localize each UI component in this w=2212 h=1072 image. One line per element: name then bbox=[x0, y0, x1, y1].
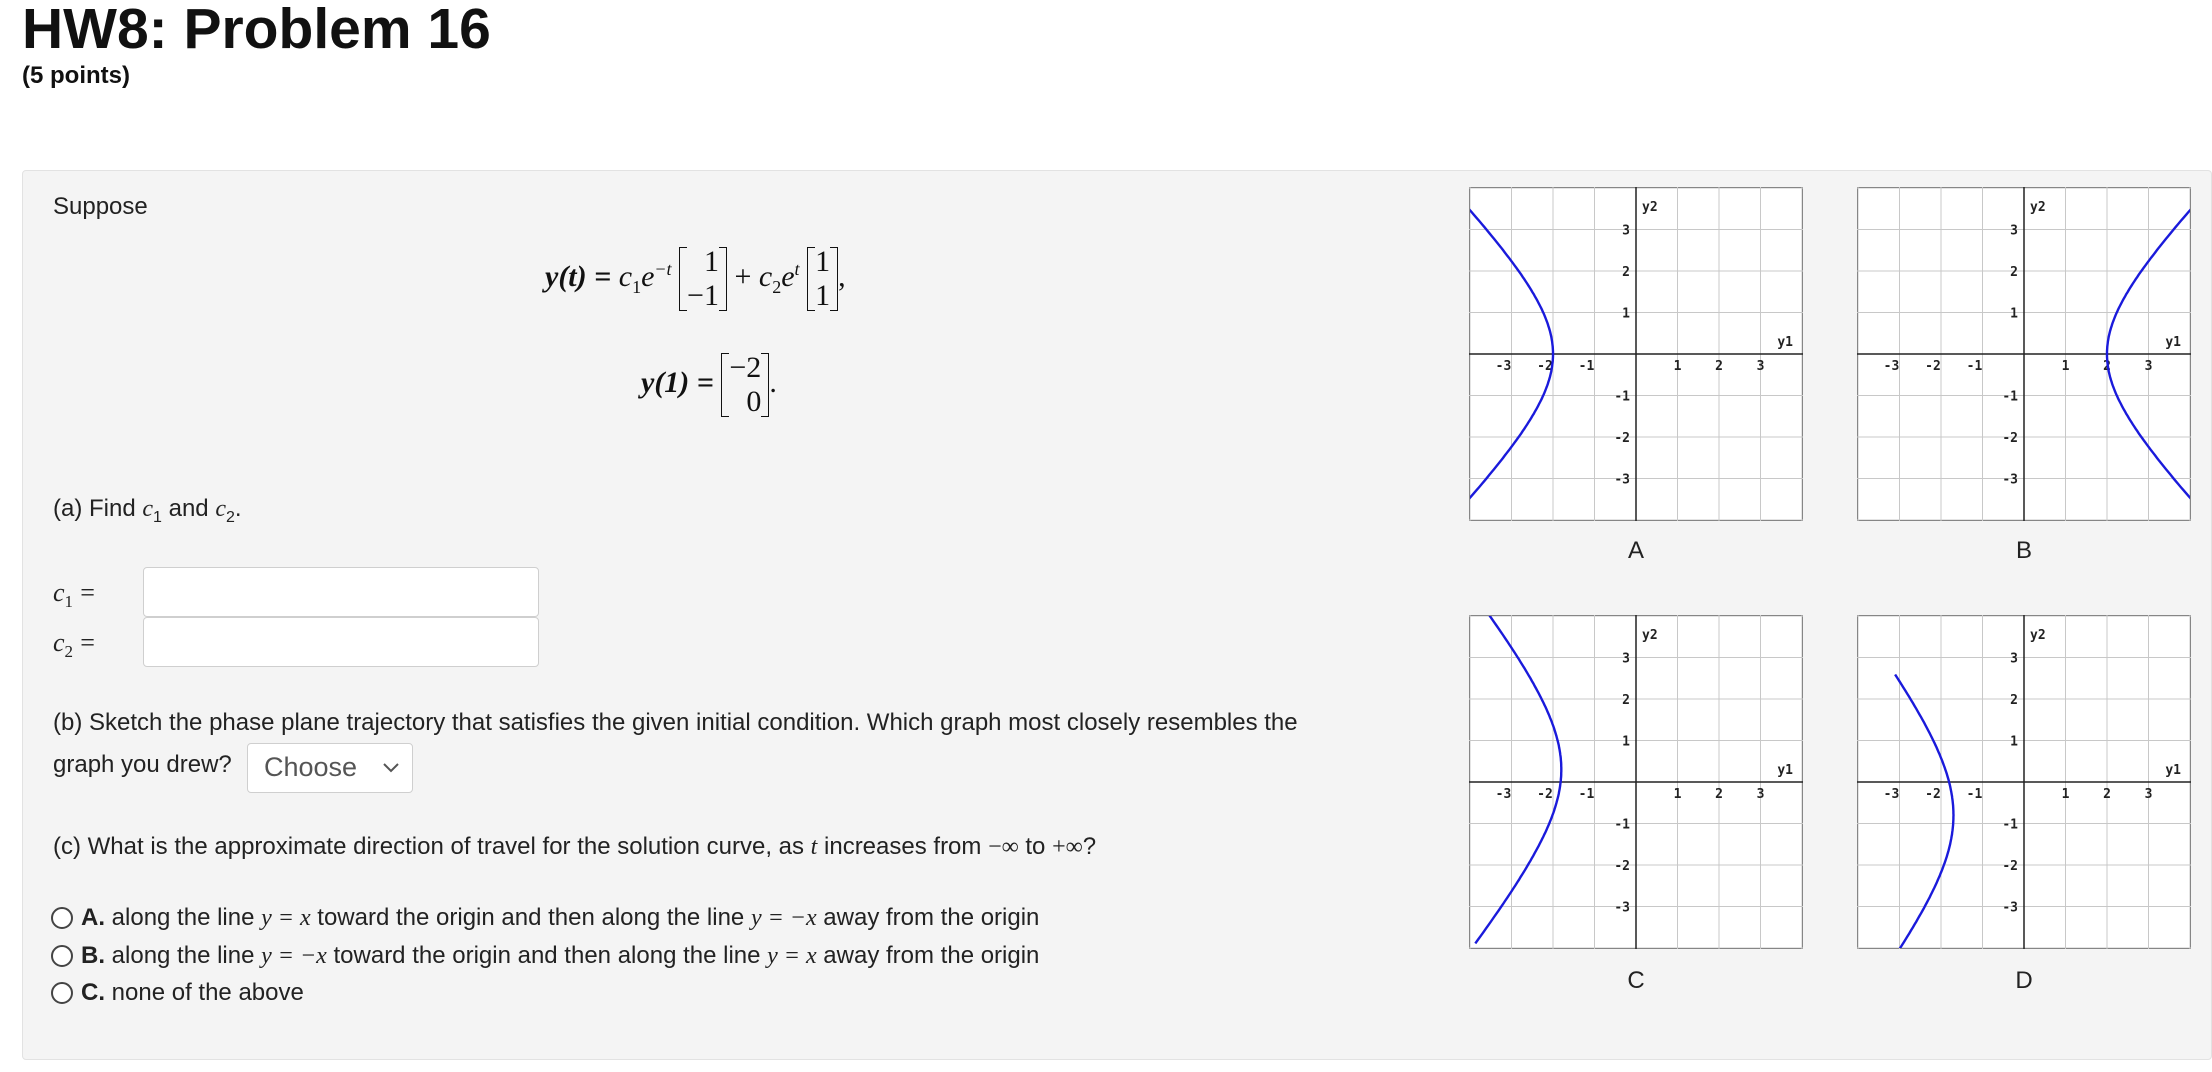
x-tick-label: 1 bbox=[1673, 787, 1682, 802]
option-b-p1: along the line bbox=[105, 942, 262, 969]
points-label: (5 points) bbox=[22, 62, 130, 89]
option-a-p3: away from the origin bbox=[816, 904, 1040, 931]
x-tick-label: -3 bbox=[1495, 359, 1512, 374]
option-a-text bbox=[81, 904, 1039, 932]
x-tick-label: 1 bbox=[2061, 787, 2070, 802]
eq2-vector bbox=[721, 351, 769, 419]
y-tick-label: 3 bbox=[1622, 651, 1630, 667]
y-axis-label: y2 bbox=[1642, 628, 1658, 643]
vec1-bottom: −1 bbox=[687, 279, 719, 312]
x-tick-label: 1 bbox=[1673, 359, 1682, 374]
part-a-suffix: . bbox=[234, 495, 242, 522]
option-b-radio[interactable] bbox=[51, 945, 73, 967]
x-tick-label: -3 bbox=[1495, 787, 1512, 802]
y-tick-label: -1 bbox=[1614, 817, 1630, 833]
option-b-m1: y = −x bbox=[261, 943, 327, 969]
y-tick-label: -2 bbox=[2002, 431, 2018, 446]
option-b[interactable] bbox=[51, 942, 1039, 970]
y-tick-label: 1 bbox=[1622, 306, 1630, 322]
vec2-bottom: 1 bbox=[815, 279, 831, 312]
graph-a-label: A bbox=[1627, 537, 1644, 564]
x-tick-label: -2 bbox=[1537, 359, 1553, 374]
chevron-down-icon bbox=[380, 754, 402, 785]
x-axis-label: y1 bbox=[2165, 763, 2181, 778]
problem-card bbox=[22, 170, 2212, 1060]
part-b-line1: (b) Sketch the phase plane trajectory that satisfies the given initial condition. Which graph most closely resembles the bbox=[53, 709, 1298, 736]
eq1-e2: e bbox=[781, 259, 795, 293]
y-tick-label: -3 bbox=[2002, 900, 2018, 916]
part-a-prefix: (a) Find bbox=[53, 495, 143, 522]
graph-choice-value: Choose bbox=[264, 752, 358, 782]
eq1-vector2 bbox=[807, 245, 838, 313]
y-tick-label: -2 bbox=[1614, 431, 1630, 446]
c1-label-var: c bbox=[53, 578, 65, 607]
x-tick-label: 2 bbox=[2103, 787, 2111, 802]
option-a-m1: y = x bbox=[261, 905, 311, 931]
graph-d-plot bbox=[1857, 615, 2191, 949]
initial-condition-equation bbox=[641, 351, 777, 419]
part-a-c1-sub: 1 bbox=[153, 508, 162, 526]
y-tick-label: -3 bbox=[1614, 472, 1630, 488]
c2-input[interactable] bbox=[143, 617, 539, 667]
option-a-radio[interactable] bbox=[51, 907, 73, 929]
option-c[interactable] bbox=[51, 979, 304, 1007]
x-tick-label: 3 bbox=[1756, 359, 1765, 374]
eq1-plus: + bbox=[734, 259, 752, 293]
x-tick-label: -2 bbox=[1537, 787, 1553, 802]
option-b-letter: B. bbox=[81, 942, 105, 969]
y-tick-label: 3 bbox=[2010, 223, 2018, 239]
option-b-text bbox=[81, 942, 1039, 970]
eq1-c2: c bbox=[758, 259, 773, 293]
vec1-top: 1 bbox=[703, 245, 719, 278]
eq2-period: . bbox=[769, 365, 777, 399]
graph-d bbox=[1857, 615, 2191, 949]
graph-d-label: D bbox=[2015, 967, 2033, 994]
option-c-letter: C. bbox=[81, 979, 105, 1006]
option-c-radio[interactable] bbox=[51, 982, 73, 1004]
x-tick-label: 2 bbox=[2103, 359, 2111, 374]
part-c-to-word: to bbox=[1018, 833, 1053, 860]
page-title: HW8: Problem 16 bbox=[22, 0, 491, 61]
x-tick-label: -3 bbox=[1883, 359, 1900, 374]
x-tick-label: -1 bbox=[1578, 359, 1595, 374]
graph-b-plot bbox=[1857, 187, 2191, 521]
eq1-comma: , bbox=[838, 259, 846, 293]
y-tick-label: 1 bbox=[1622, 734, 1630, 750]
y-axis-label: y2 bbox=[2030, 200, 2046, 215]
eq1-c1: c bbox=[618, 259, 633, 293]
option-c-p1: none of the above bbox=[105, 979, 304, 1006]
part-c-to: +∞ bbox=[1052, 834, 1083, 860]
x-axis-label: y1 bbox=[2165, 335, 2181, 350]
option-b-p3: away from the origin bbox=[816, 942, 1040, 969]
part-a-and: and bbox=[161, 495, 216, 522]
graph-c bbox=[1469, 615, 1803, 949]
y-tick-label: -1 bbox=[2002, 817, 2018, 833]
graph-b-label: B bbox=[2015, 537, 2032, 564]
x-tick-label: 3 bbox=[2144, 787, 2153, 802]
y-tick-label: 2 bbox=[1622, 265, 1630, 280]
c2-input-label bbox=[53, 627, 95, 662]
x-axis-label: y1 bbox=[1777, 335, 1793, 350]
eq1-exp2: t bbox=[794, 258, 800, 279]
graph-b bbox=[1857, 187, 2191, 521]
graph-choice-select[interactable] bbox=[247, 743, 413, 793]
y-tick-label: -1 bbox=[2002, 389, 2018, 405]
y-tick-label: -3 bbox=[2002, 472, 2018, 488]
y-tick-label: 2 bbox=[2010, 693, 2018, 708]
x-tick-label: 1 bbox=[2061, 359, 2070, 374]
eq1-c1-sub: 1 bbox=[632, 276, 642, 297]
part-a-c1: c bbox=[142, 496, 154, 522]
part-a-c2: c bbox=[215, 496, 226, 522]
y-tick-label: 3 bbox=[2010, 651, 2018, 667]
vec2-top: 1 bbox=[815, 245, 831, 278]
option-a-m2: y = −x bbox=[750, 905, 817, 931]
c1-input[interactable] bbox=[143, 567, 539, 617]
eq2-lhs: y(1) = bbox=[641, 365, 714, 399]
part-b-line2: graph you drew? bbox=[53, 751, 232, 778]
eq1-e1: e bbox=[641, 259, 655, 293]
y-tick-label: -1 bbox=[1614, 389, 1630, 405]
x-tick-label: 3 bbox=[2144, 359, 2153, 374]
part-c-prefix: (c) What is the approximate direction of travel for the solution curve, as bbox=[53, 833, 811, 860]
part-c-prompt bbox=[53, 833, 1096, 861]
y-tick-label: 3 bbox=[1622, 223, 1630, 239]
y-axis-label: y2 bbox=[1642, 200, 1658, 215]
x-tick-label: -1 bbox=[1966, 359, 1983, 374]
y-tick-label: -2 bbox=[2002, 859, 2018, 874]
graph-c-label: C bbox=[1627, 967, 1645, 994]
c1-input-label bbox=[53, 577, 95, 612]
intro-text: Suppose bbox=[53, 193, 148, 220]
y-axis-label: y2 bbox=[2030, 628, 2046, 643]
c2-label-var: c bbox=[53, 628, 65, 657]
option-a[interactable] bbox=[51, 904, 1039, 932]
part-c-from: −∞ bbox=[988, 834, 1019, 860]
y-tick-label: 2 bbox=[1622, 693, 1630, 708]
c1-label-equals: = bbox=[80, 578, 95, 607]
eq1-c2-sub: 2 bbox=[772, 276, 782, 297]
x-tick-label: -2 bbox=[1925, 359, 1941, 374]
x-tick-label: -1 bbox=[1578, 787, 1595, 802]
c1-label-sub: 1 bbox=[64, 592, 74, 612]
eq1-vector1 bbox=[679, 245, 727, 313]
y-tick-label: 1 bbox=[2010, 734, 2018, 750]
graph-c-plot bbox=[1469, 615, 1803, 949]
option-b-m2: y = x bbox=[767, 943, 817, 969]
option-c-text bbox=[81, 979, 304, 1007]
option-a-p1: along the line bbox=[105, 904, 262, 931]
solution-equation bbox=[545, 245, 846, 313]
x-tick-label: 2 bbox=[1715, 359, 1723, 374]
x-axis-label: y1 bbox=[1777, 763, 1793, 778]
x-tick-label: -2 bbox=[1925, 787, 1941, 802]
eq1-lhs: y(t) = bbox=[545, 259, 612, 293]
x-tick-label: 3 bbox=[1756, 787, 1765, 802]
option-b-p2: toward the origin and then along the line bbox=[326, 942, 768, 969]
c2-label-equals: = bbox=[80, 628, 95, 657]
graph-a bbox=[1469, 187, 1803, 521]
vec3-bottom: 0 bbox=[746, 385, 762, 418]
y-tick-label: -3 bbox=[1614, 900, 1630, 916]
part-c-t: t bbox=[810, 834, 818, 860]
x-tick-label: -1 bbox=[1966, 787, 1983, 802]
x-tick-label: 2 bbox=[1715, 787, 1723, 802]
graph-a-plot bbox=[1469, 187, 1803, 521]
vec3-top: −2 bbox=[729, 351, 762, 384]
part-c-middle: increases from bbox=[817, 833, 989, 860]
part-a-prompt bbox=[53, 495, 242, 527]
eq1-exp1: −t bbox=[654, 258, 672, 279]
c2-label-sub: 2 bbox=[64, 642, 74, 662]
option-a-letter: A. bbox=[81, 904, 105, 931]
y-tick-label: -2 bbox=[1614, 859, 1630, 874]
option-a-p2: toward the origin and then along the line bbox=[310, 904, 751, 931]
y-tick-label: 1 bbox=[2010, 306, 2018, 322]
part-a-c2-sub: 2 bbox=[225, 508, 235, 526]
part-c-suffix: ? bbox=[1082, 833, 1097, 860]
x-tick-label: -3 bbox=[1883, 787, 1900, 802]
y-tick-label: 2 bbox=[2010, 265, 2018, 280]
